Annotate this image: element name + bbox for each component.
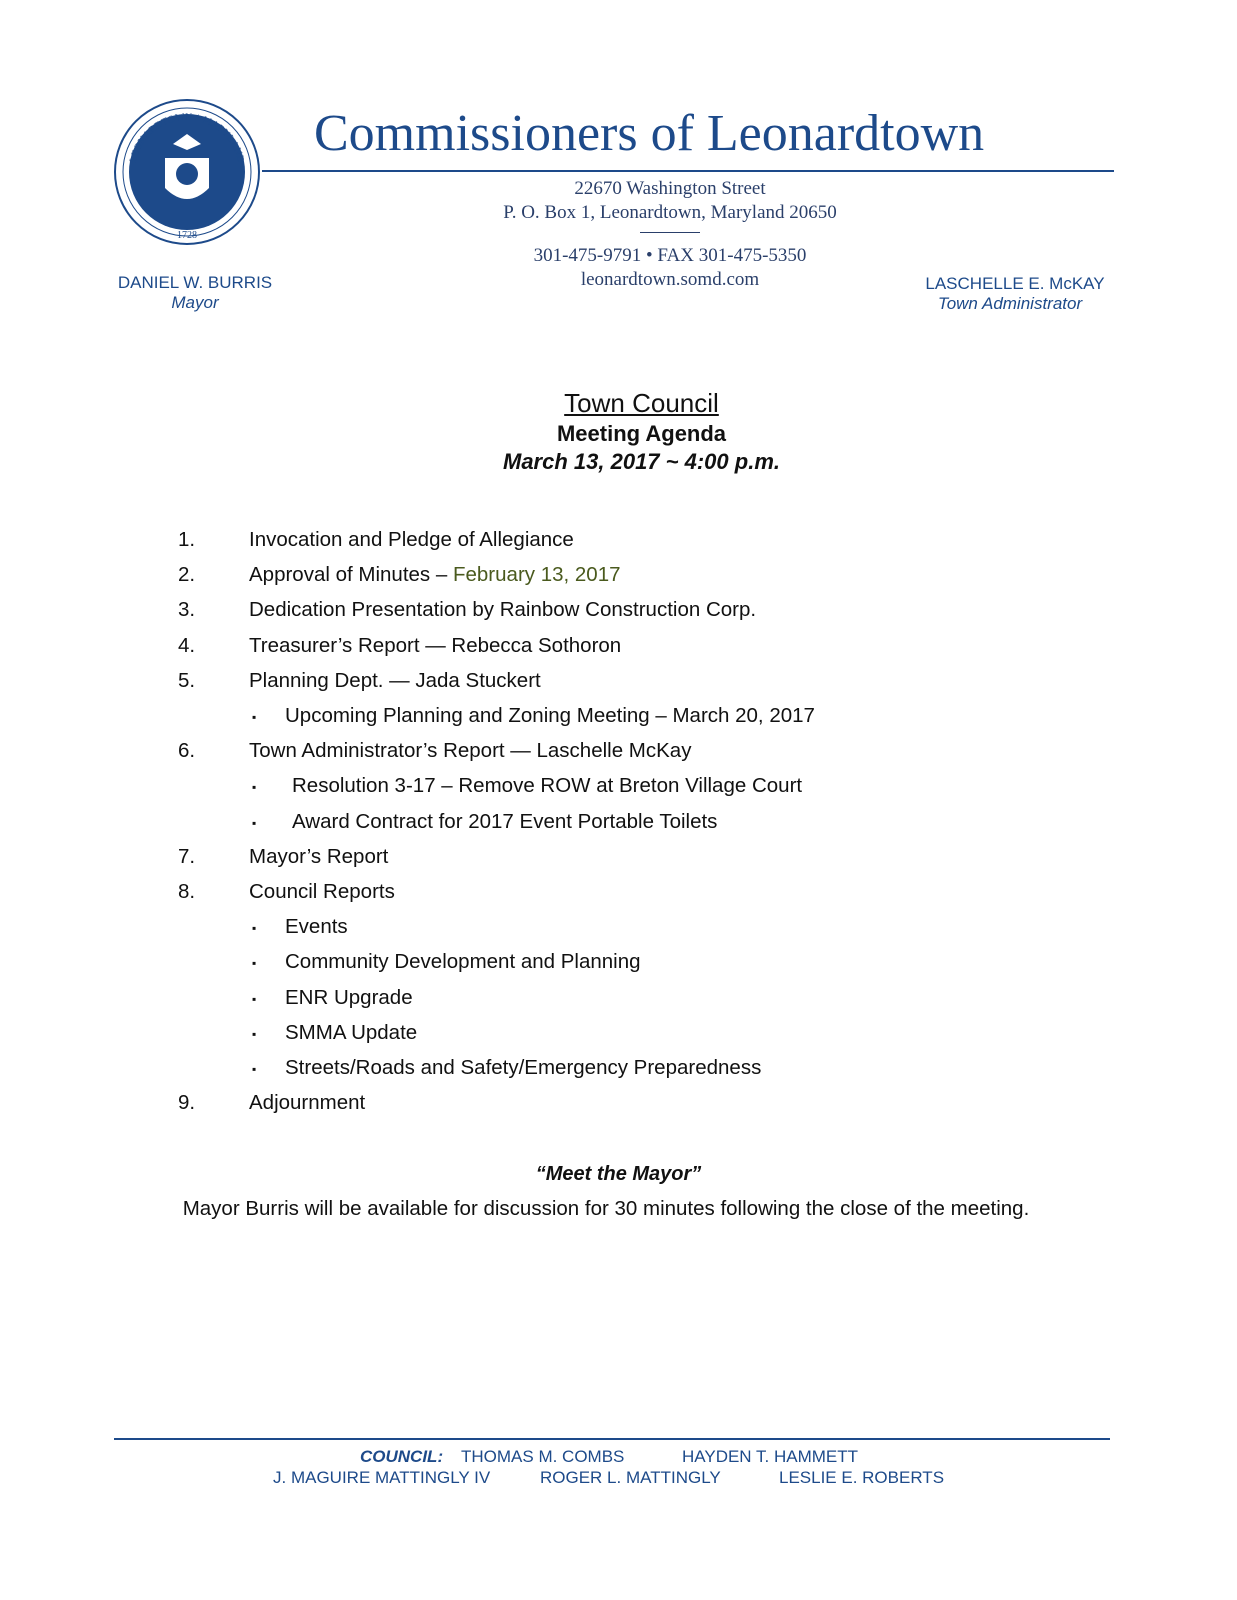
website: leonardtown.somd.com: [580, 269, 760, 290]
agenda-item: [0, 1091, 1237, 1125]
agenda-text: Town Administrator’s Report — Laschelle McKay: [249, 739, 692, 763]
bullet-icon: ▪: [252, 956, 257, 971]
agenda-text: Adjournment: [249, 1091, 366, 1115]
agenda-item: [0, 1056, 1237, 1090]
town-seal: [113, 98, 261, 246]
agenda-subitem-text: Upcoming Planning and Zoning Meeting – March 20, 2017: [285, 704, 815, 727]
council-member: THOMAS M. COMBS: [461, 1447, 625, 1466]
agenda-item: [0, 634, 1237, 668]
address-divider: [640, 232, 700, 233]
agenda-text: Invocation and Pledge of Allegiance: [249, 528, 574, 551]
bullet-icon: ▪: [252, 1026, 257, 1041]
council-label: COUNCIL:: [360, 1447, 444, 1466]
mayor-name: DANIEL W. BURRIS: [117, 273, 273, 292]
agenda-text: Council Reports: [249, 880, 395, 903]
bullet-icon: ▪: [252, 815, 257, 830]
agenda-item: [0, 915, 1237, 949]
agenda-subitem-text: ENR Upgrade: [285, 985, 413, 1009]
meet-mayor-text: Mayor Burris will be available for discussion for 30 minutes following the close of the meeting.: [182, 1197, 1030, 1220]
header-rule: [262, 170, 1114, 172]
letterhead-title: Commissioners of Leonardtown: [314, 105, 985, 162]
seal-text: LEONARDTOWN * MARYLAND: [127, 111, 247, 164]
bullet-icon: ▪: [252, 710, 257, 724]
meet-mayor-title: “Meet the Mayor”: [535, 1163, 702, 1185]
administrator-name: LASCHELLE E. McKAY: [925, 274, 1105, 293]
agenda-title: Town Council: [564, 388, 719, 418]
agenda-text: Mayor’s Report: [249, 844, 389, 868]
phone-fax: 301-475-9791 • FAX 301-475-5350: [533, 245, 807, 266]
agenda-item: [0, 598, 1237, 632]
council-member: HAYDEN T. HAMMETT: [682, 1447, 858, 1466]
agenda-item: [0, 810, 1237, 844]
agenda-number: 9.: [178, 1091, 196, 1115]
agenda-subtitle: Meeting Agenda: [556, 421, 727, 446]
bullet-icon: ▪: [252, 1062, 257, 1076]
footer-rule: [114, 1438, 1110, 1440]
agenda-subitem-text: SMMA Update: [285, 1020, 418, 1044]
agenda-item: [0, 739, 1237, 773]
agenda-number: 5.: [178, 668, 196, 692]
mayor-role: Mayor: [171, 293, 219, 312]
council-member: J. MAGUIRE MATTINGLY IV: [273, 1468, 491, 1487]
agenda-subitem-text: Award Contract for 2017 Event Portable Toilets: [292, 809, 718, 833]
agenda-text: Dedication Presentation by Rainbow Construction Corp.: [249, 598, 757, 622]
address-line-2: P. O. Box 1, Leonardtown, Maryland 20650: [503, 202, 837, 223]
council-member: ROGER L. MATTINGLY: [540, 1468, 721, 1487]
agenda-item: [0, 1021, 1237, 1055]
bullet-icon: ▪: [252, 780, 257, 795]
agenda-item: [0, 950, 1237, 984]
address-line-1: 22670 Washington Street: [574, 178, 766, 199]
agenda-text: Approval of Minutes – February 13, 2017: [249, 563, 621, 587]
agenda-item: [0, 774, 1237, 808]
agenda-subitem-text: Events: [285, 915, 348, 939]
minutes-link[interactable]: February 13, 2017: [452, 563, 621, 587]
agenda-text: Treasurer’s Report — Rebecca Sothoron: [249, 633, 622, 657]
agenda-item: [0, 563, 1237, 597]
agenda-number: 2.: [178, 563, 196, 587]
agenda-date: March 13, 2017 ~ 4:00 p.m.: [503, 449, 780, 474]
agenda-item: [0, 704, 1237, 738]
agenda-item: [0, 986, 1237, 1020]
agenda-number: 1.: [178, 528, 196, 551]
agenda-item: [0, 669, 1237, 703]
agenda-text: Planning Dept. — Jada Stuckert: [249, 668, 541, 692]
agenda-item: [0, 880, 1237, 914]
agenda-item: [0, 845, 1237, 879]
agenda-subitem-text: Community Development and Planning: [285, 950, 641, 974]
administrator-role: Town Administrator: [937, 294, 1083, 313]
agenda-number: 7.: [178, 844, 196, 868]
agenda-subitem-text: Resolution 3-17 – Remove ROW at Breton Village Court: [292, 774, 803, 798]
bullet-icon: ▪: [252, 991, 257, 1006]
agenda-number: 6.: [178, 739, 196, 763]
council-member: LESLIE E. ROBERTS: [779, 1468, 945, 1487]
seal-year: 1728: [177, 230, 197, 241]
bullet-icon: ▪: [252, 921, 257, 936]
agenda-number: 3.: [178, 598, 196, 622]
agenda-item: [0, 528, 1237, 562]
agenda-number: 8.: [178, 880, 196, 903]
agenda-number: 4.: [178, 633, 196, 657]
agenda-subitem-text: Streets/Roads and Safety/Emergency Preparedness: [285, 1056, 762, 1079]
